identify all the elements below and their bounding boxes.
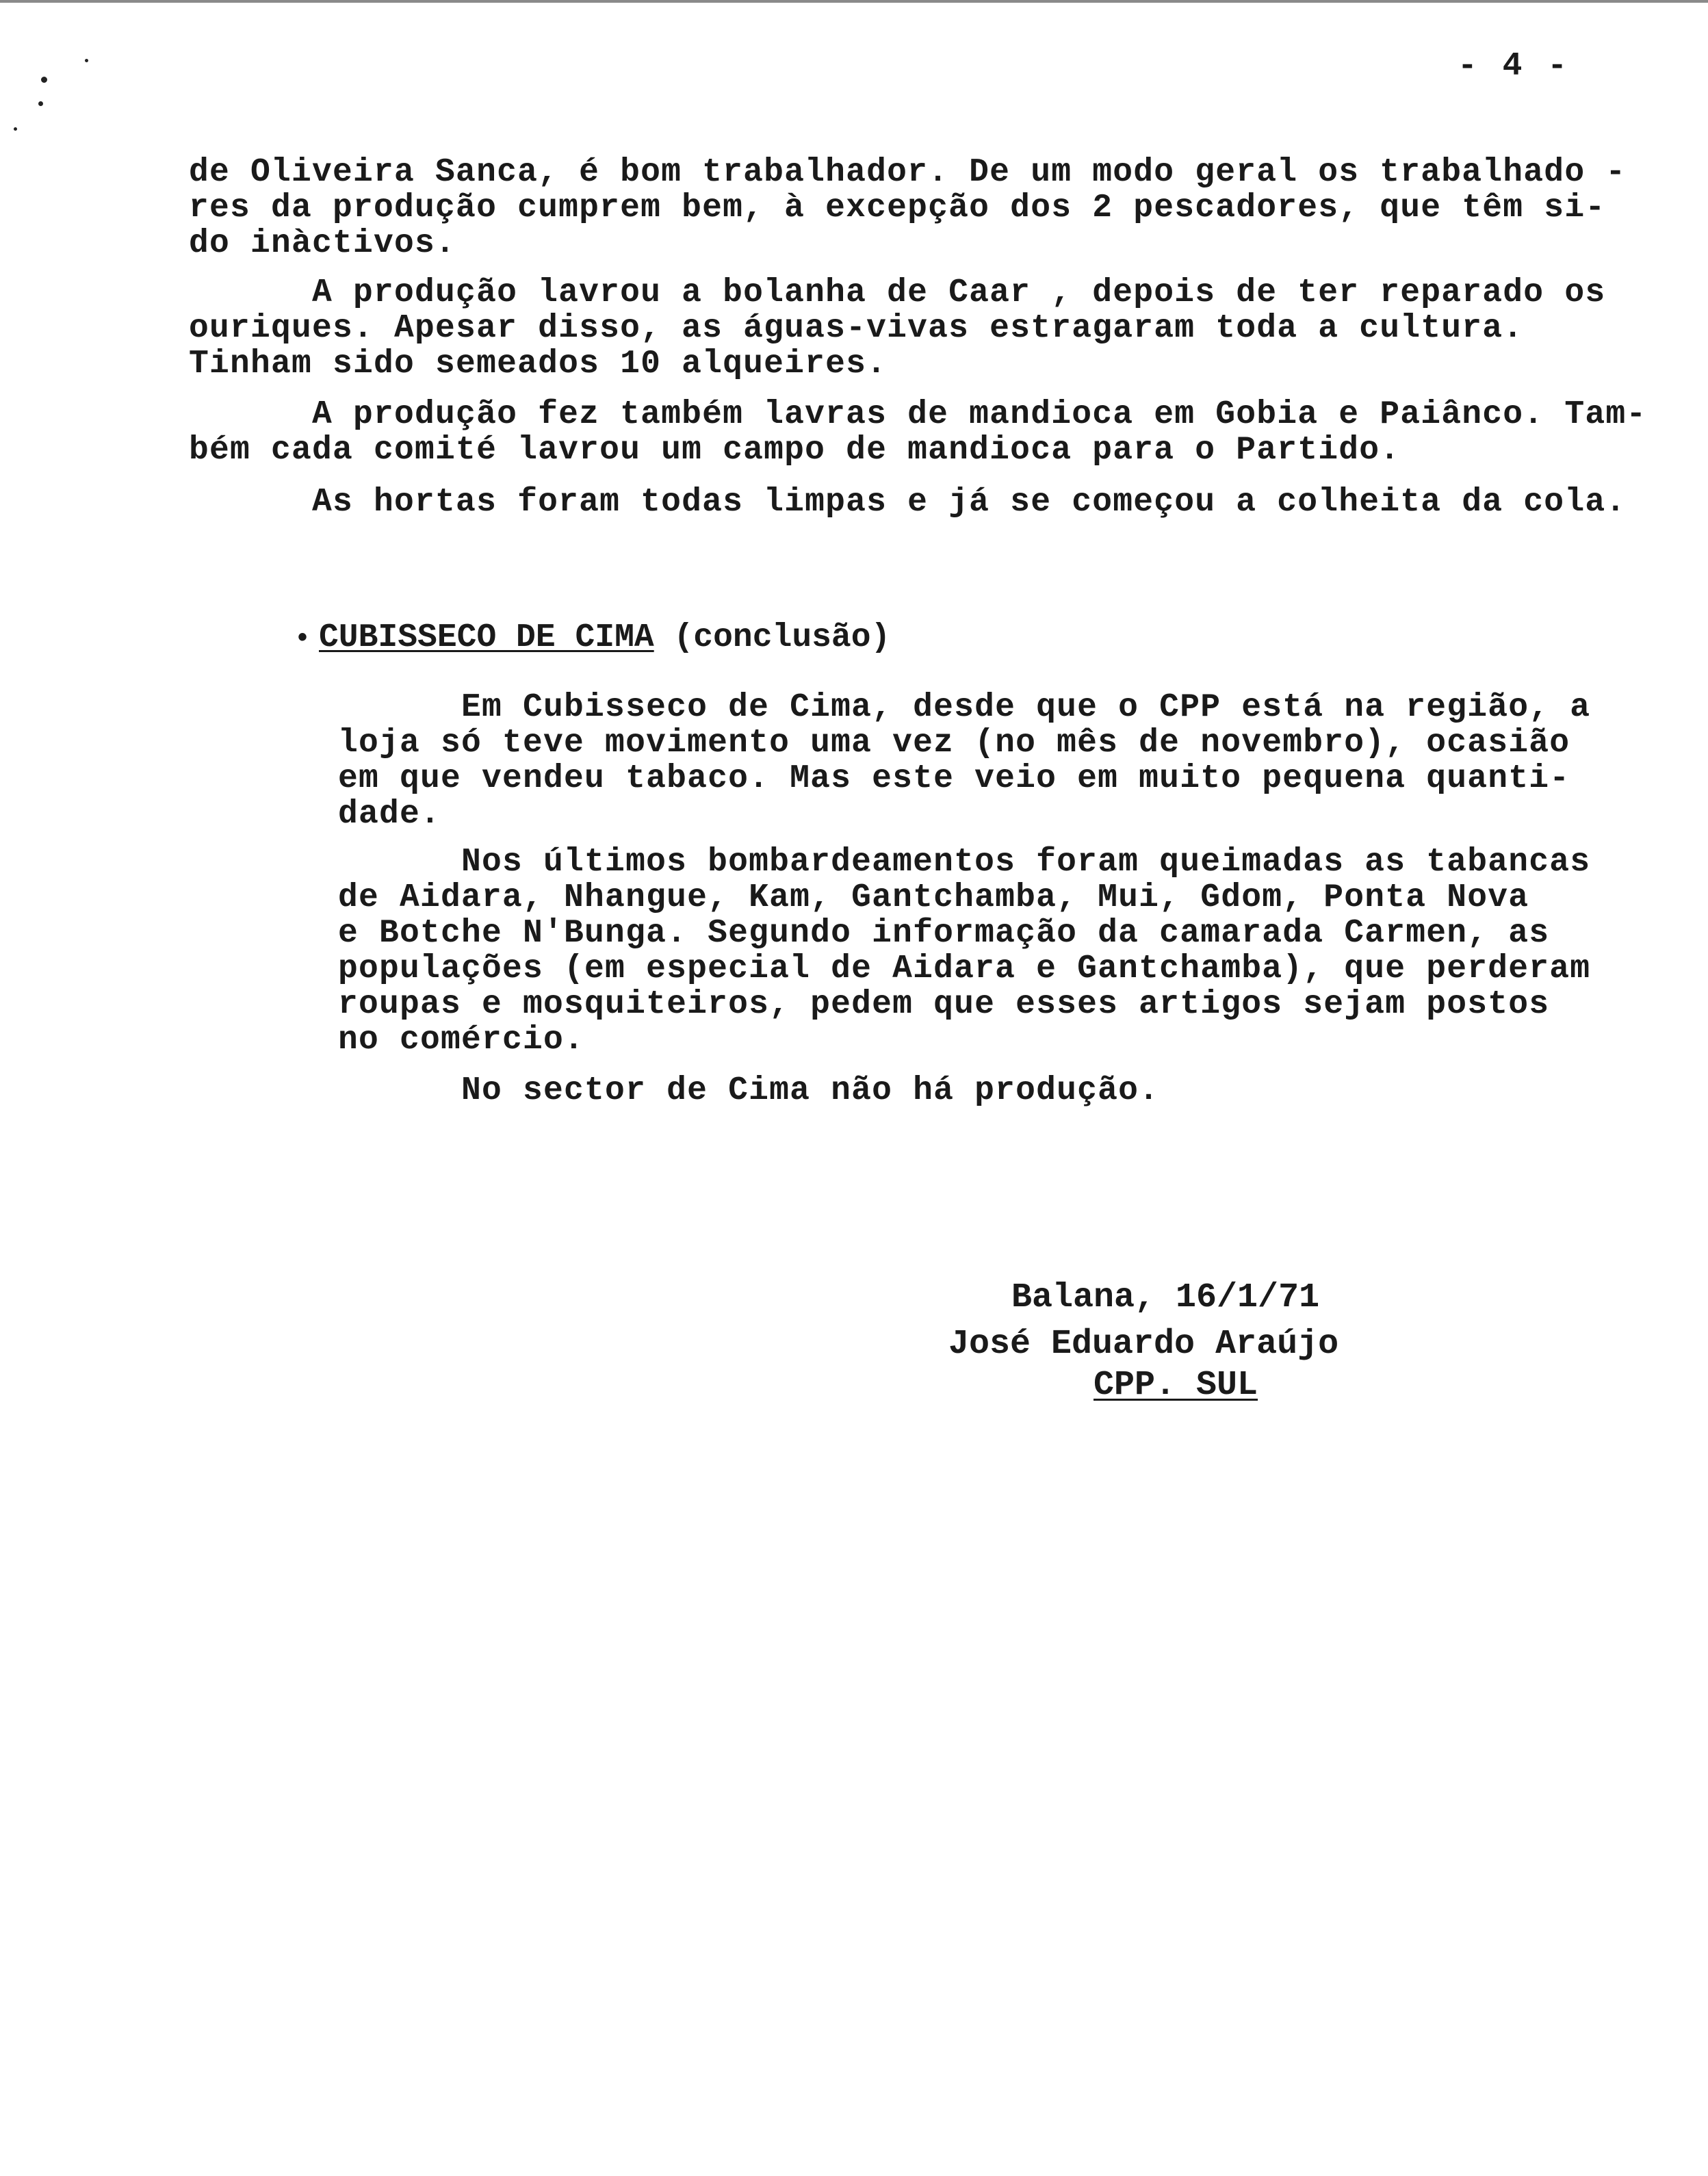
paragraph-hortas: As hortas foram todas limpas e já se começou a colheita da cola. — [189, 484, 1627, 521]
paragraph-bombardeamentos: Nos últimos bombardeamentos foram queimadas as tabancas de Aidara, Nhangue, Kam, Gantchamba, Mui, Gdom, Ponta Nova e Botche N'Bunga. Segundo informação da camarada Carmen, as populações (em especial de Aidara e Gantchamba), que perderam roupas e mosquiteiros, pedem que esses artigos sejam postos no comércio. — [338, 844, 1591, 1059]
top-edge-rule — [0, 0, 1708, 3]
section-heading — [294, 620, 890, 658]
paragraph-workers: de Oliveira Sanca, é bom trabalhador. De um modo geral os trabalhado - res da produção cumprem bem, à excepção dos 2 pescadores, que têm si- do inàctivos. — [189, 154, 1627, 262]
scan-speck — [85, 59, 88, 62]
paragraph-producao: No sector de Cima não há produção. — [338, 1072, 1160, 1109]
signature-organization: CPP. SUL — [1094, 1366, 1258, 1405]
paragraph-bolanha: A produção lavrou a bolanha de Caar , depois de ter reparado os ouriques. Apesar disso, as águas-vivas estragaram toda a cultura. Tinham sido semeados 10 alqueires. — [189, 274, 1606, 383]
bullet-icon: • — [294, 624, 311, 655]
page-number: - 4 - — [1458, 48, 1570, 85]
section-subtitle: (conclusão) — [654, 619, 891, 656]
scan-speck — [38, 101, 43, 106]
section-title: CUBISSECO DE CIMA — [319, 619, 654, 656]
scan-speck — [41, 77, 47, 83]
paragraph-loja: Em Cubisseco de Cima, desde que o CPP está na região, a loja só teve movimento uma vez (no mês de novembro), ocasião em que vendeu tabaco. Mas este veio em muito pequena quanti- dade. — [338, 689, 1591, 833]
scan-speck — [14, 127, 17, 131]
signature-name: José Eduardo Araújo — [948, 1325, 1339, 1364]
signature-place-date: Balana, 16/1/71 — [1011, 1278, 1320, 1317]
paragraph-mandioca: A produção fez também lavras de mandioca em Gobia e Paiânco. Tam- bém cada comité lavrou um campo de mandioca para o Partido. — [189, 396, 1647, 469]
